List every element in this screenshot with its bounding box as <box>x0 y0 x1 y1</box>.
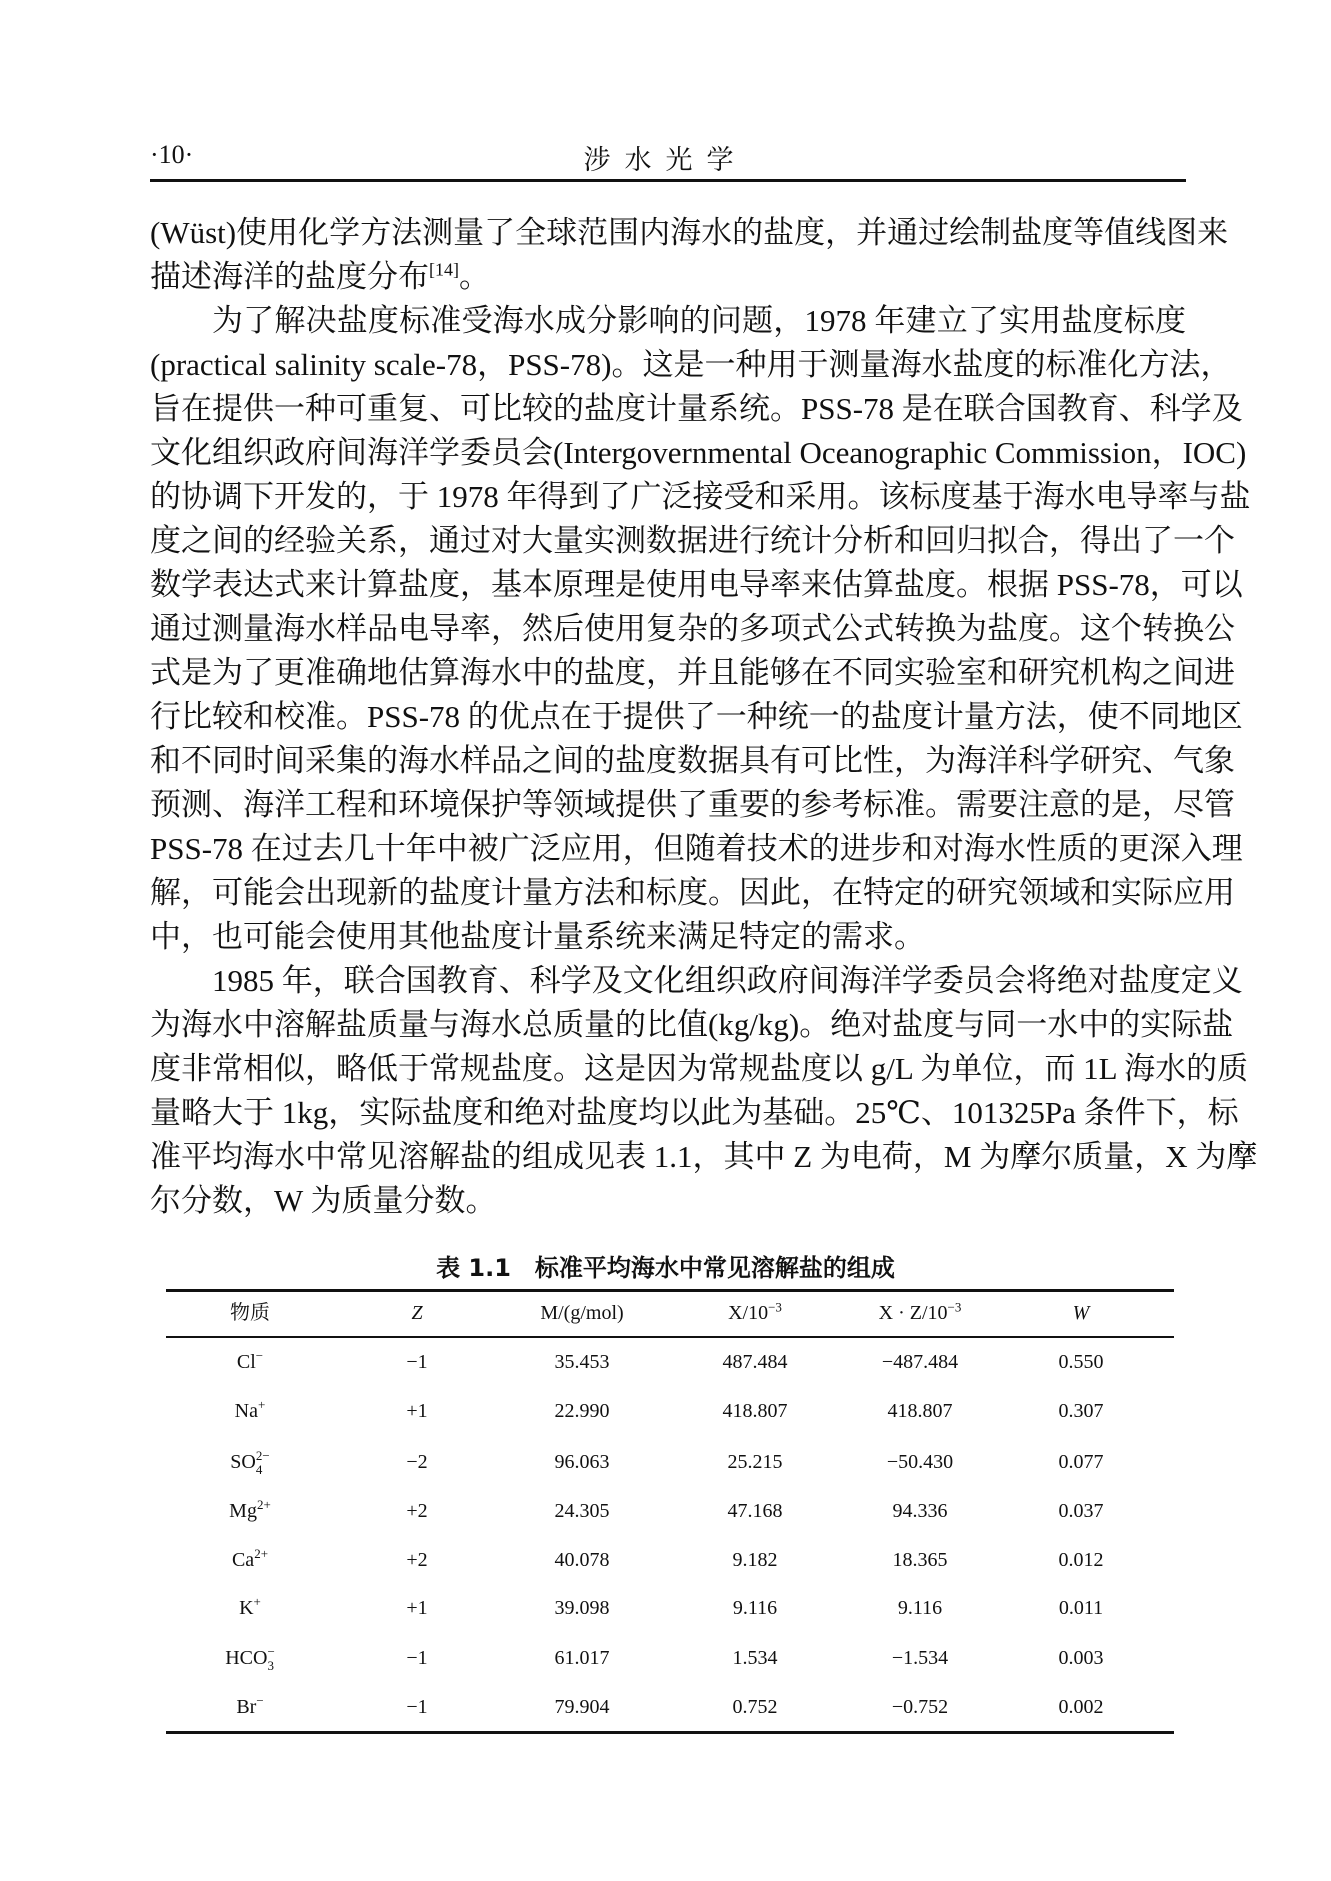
table-header-rule <box>166 1336 1174 1338</box>
value-cell: 0.752 <box>732 1696 778 1718</box>
header-exponent: −3 <box>768 1299 782 1315</box>
value-cell: 1.534 <box>732 1647 778 1669</box>
species-formula: SO <box>230 1451 256 1473</box>
header-label: X/10 <box>728 1302 769 1324</box>
value-cell: 418.807 <box>722 1400 788 1422</box>
species-cell <box>170 1391 330 1431</box>
species-charge <box>254 1547 268 1575</box>
subscript <box>254 1561 268 1575</box>
page-number: ·10· <box>150 140 194 169</box>
species-charge <box>258 1398 265 1426</box>
citation-ref: [14] <box>429 259 459 280</box>
text-line: (Wüst)使用化学方法测量了全球范围内海水的盐度，并通过绘制盐度等值线图来 <box>150 215 1229 250</box>
text-line: 文化组织政府间海洋学委员会(Intergovernmental Oceanographic Commission，IOC) <box>150 435 1247 470</box>
text-line: 度之间的经验关系，通过对大量实测数据进行统计分析和回归拟合，得出了一个 <box>150 523 1235 558</box>
charge-superscript: 2− <box>255 1448 270 1464</box>
table-row <box>166 1442 1174 1482</box>
text-line: 式是为了更准确地估算海水中的盐度，并且能够在不同实验室和研究机构之间进 <box>150 655 1235 690</box>
charge-superscript: 2+ <box>256 1497 271 1513</box>
value-cell: 0.037 <box>1058 1500 1104 1522</box>
value-cell: 0.003 <box>1058 1647 1104 1669</box>
species-cell <box>170 1687 330 1727</box>
value-cell: 0.011 <box>1058 1597 1104 1619</box>
value-cell: +2 <box>406 1549 428 1571</box>
subscript <box>254 1609 261 1623</box>
header-label: W <box>1072 1302 1090 1324</box>
text-line: 行比较和校准。PSS-78 的优点在于提供了一种统一的盐度计量方法，使不同地区 <box>150 699 1243 734</box>
header-cell <box>840 1293 1000 1333</box>
species-formula: Br <box>236 1696 257 1718</box>
value-cell: 61.017 <box>554 1647 610 1669</box>
header-cell <box>1001 1293 1161 1333</box>
text-line: 为海水中溶解盐质量与海水总质量的比值(kg/kg)。绝对盐度与同一水中的实际盐 <box>150 1007 1234 1042</box>
value-cell: 18.365 <box>892 1549 948 1571</box>
value-cell: +1 <box>406 1400 428 1422</box>
table-row <box>166 1540 1174 1580</box>
charge-superscript: − <box>256 1693 264 1709</box>
species-cell <box>170 1540 330 1580</box>
table-row <box>166 1687 1174 1727</box>
species-charge <box>254 1595 261 1623</box>
value-cell: 0.550 <box>1058 1351 1104 1373</box>
value-cell: 24.305 <box>554 1500 610 1522</box>
table-caption: 表 1.1 标准平均海水中常见溶解盐的组成 <box>436 1254 895 1282</box>
species-charge <box>256 1449 270 1477</box>
table-header-row <box>166 1293 1174 1333</box>
value-cell: 35.453 <box>554 1351 610 1373</box>
value-cell: 39.098 <box>554 1597 610 1619</box>
species-cell <box>170 1442 330 1482</box>
value-cell: −487.484 <box>881 1351 959 1373</box>
value-cell: 9.116 <box>897 1597 943 1619</box>
subscript <box>257 1512 271 1526</box>
subscript: 4 <box>255 1462 263 1478</box>
line-text: 描述海洋的盐度分布 <box>150 259 429 294</box>
value-cell: 0.307 <box>1058 1400 1104 1422</box>
paragraph <box>150 959 1258 1223</box>
text-line: 准平均海水中常见溶解盐的组成见表 1.1，其中 Z 为电荷，M 为摩尔质量，X 为摩 <box>150 1139 1258 1174</box>
species-charge <box>267 1645 274 1673</box>
value-cell: 96.063 <box>554 1451 610 1473</box>
subscript <box>258 1412 265 1426</box>
running-title: 涉水光学 <box>583 145 748 175</box>
text-line: 1985 年，联合国教育、科学及文化组织政府间海洋学委员会将绝对盐度定义 <box>212 963 1243 998</box>
text-line: 解，可能会出现新的盐度计量方法和标度。因此，在特定的研究领域和实际应用 <box>150 875 1235 910</box>
charge-superscript: − <box>255 1348 264 1364</box>
header-cell <box>170 1293 330 1333</box>
text-line: 通过测量海水样品电导率，然后使用复杂的多项式公式转换为盐度。这个转换公 <box>150 611 1235 646</box>
paragraph <box>150 211 1229 299</box>
text-line: 和不同时间采集的海水样品之间的盐度数据具有可比性，为海洋科学研究、气象 <box>150 743 1235 778</box>
species-cell <box>170 1638 330 1678</box>
species-formula: K <box>239 1597 254 1619</box>
value-cell: 22.990 <box>554 1400 610 1422</box>
value-cell: +2 <box>406 1500 428 1522</box>
species-formula: Na <box>234 1400 258 1422</box>
table-row <box>166 1638 1174 1678</box>
header-label: M/(g/mol) <box>540 1302 624 1324</box>
text-line: 量略大于 1kg，实际盐度和绝对盐度均以此为基础。25℃、101325Pa 条件下，标 <box>150 1095 1239 1130</box>
value-cell: −50.430 <box>886 1451 954 1473</box>
subscript <box>256 1708 263 1722</box>
species-cell <box>170 1342 330 1382</box>
value-cell: 79.904 <box>554 1696 610 1718</box>
value-cell: 0.002 <box>1058 1696 1104 1718</box>
species-charge <box>256 1694 263 1722</box>
species-formula: Cl <box>236 1351 256 1373</box>
header-rule <box>150 179 1186 182</box>
species-formula: Ca <box>231 1549 255 1571</box>
text-line: PSS-78 在过去几十年中被广泛应用，但随着技术的进步和对海水性质的更深入理 <box>150 831 1243 866</box>
header-cell <box>675 1293 835 1333</box>
table-row <box>166 1588 1174 1628</box>
body-text <box>150 211 1258 1223</box>
charge-superscript: + <box>257 1397 266 1413</box>
line-text: 。 <box>459 259 490 294</box>
value-cell: 9.182 <box>732 1549 778 1571</box>
value-cell: 40.078 <box>554 1549 610 1571</box>
species-formula: Mg <box>229 1500 257 1522</box>
charge-superscript: − <box>267 1644 275 1660</box>
table-row <box>166 1491 1174 1531</box>
value-cell: −2 <box>406 1451 428 1473</box>
value-cell: 9.116 <box>732 1597 778 1619</box>
value-cell: +1 <box>406 1597 428 1619</box>
table-row <box>166 1391 1174 1431</box>
value-cell: 47.168 <box>727 1500 783 1522</box>
text-line: 尔分数，W 为质量分数。 <box>150 1183 497 1218</box>
text-line: 为了解决盐度标准受海水成分影响的问题，1978 年建立了实用盐度标度 <box>212 303 1186 338</box>
table-top-rule <box>166 1289 1174 1292</box>
value-cell: 487.484 <box>722 1351 788 1373</box>
value-cell: 25.215 <box>727 1451 783 1473</box>
text-line: 的协调下开发的，于 1978 年得到了广泛接受和采用。该标度基于海水电导率与盐 <box>150 479 1251 514</box>
text-line: 数学表达式来计算盐度，基本原理是使用电导率来估算盐度。根据 PSS-78，可以 <box>150 567 1243 602</box>
species-formula: HCO <box>225 1647 268 1669</box>
text-line: 旨在提供一种可重复、可比较的盐度计量系统。PSS-78 是在联合国教育、科学及 <box>150 391 1243 426</box>
header-exponent: −3 <box>947 1299 962 1315</box>
text-line: (practical salinity scale-78，PSS-78)。这是一种用于测量海水盐度的标准化方法， <box>150 347 1232 382</box>
text-line: 度非常相似，略低于常规盐度。这是因为常规盐度以 g/L 为单位，而 1L 海水的质 <box>150 1051 1249 1086</box>
species-charge <box>257 1498 271 1526</box>
table-bottom-rule <box>166 1731 1174 1734</box>
subscript: 3 <box>267 1658 274 1674</box>
table-row <box>166 1342 1174 1382</box>
header-label: 物质 <box>230 1302 270 1324</box>
charge-superscript: + <box>253 1594 261 1610</box>
value-cell: −1 <box>406 1647 428 1669</box>
subscript <box>256 1363 263 1377</box>
text-line: 中，也可能会使用其他盐度计量系统来满足特定的需求。 <box>150 919 925 954</box>
text-line: 预测、海洋工程和环境保护等领域提供了重要的参考标准。需要注意的是，尽管 <box>150 787 1235 822</box>
value-cell: −1.534 <box>891 1647 949 1669</box>
species-cell <box>170 1588 330 1628</box>
header-label: Z <box>411 1302 423 1324</box>
value-cell: 94.336 <box>892 1500 948 1522</box>
species-cell <box>170 1491 330 1531</box>
value-cell: −1 <box>406 1696 428 1718</box>
header-cell <box>502 1293 662 1333</box>
species-charge <box>256 1349 263 1377</box>
value-cell: 0.077 <box>1058 1451 1104 1473</box>
paragraph <box>150 299 1251 959</box>
value-cell: −1 <box>406 1351 428 1373</box>
value-cell: 0.012 <box>1058 1549 1104 1571</box>
header-label: X · Z/10 <box>878 1302 948 1324</box>
header-cell <box>337 1293 497 1333</box>
value-cell: −0.752 <box>891 1696 949 1718</box>
charge-superscript: 2+ <box>254 1546 269 1562</box>
value-cell: 418.807 <box>887 1400 953 1422</box>
text-line <box>150 255 1186 299</box>
